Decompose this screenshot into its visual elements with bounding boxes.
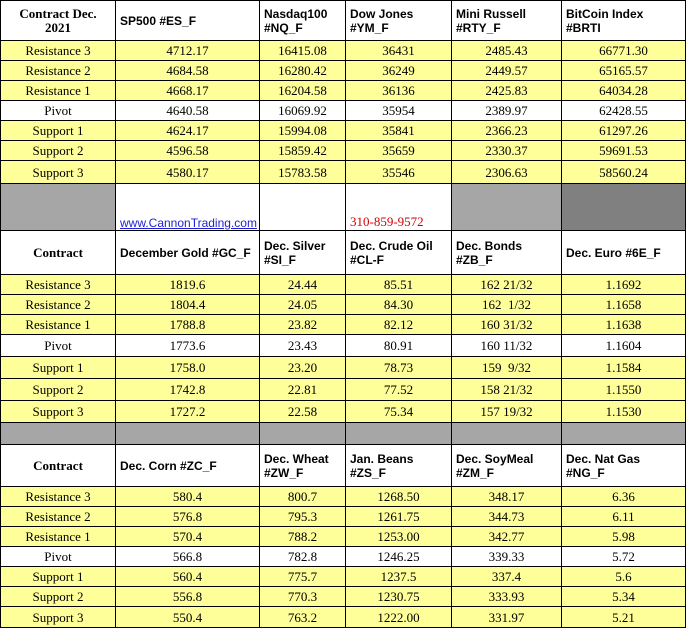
level-value: 1788.8 bbox=[116, 315, 260, 335]
level-value: 763.2 bbox=[260, 607, 346, 628]
level-value: 4684.58 bbox=[116, 61, 260, 81]
level-value: 2366.23 bbox=[452, 121, 562, 141]
instrument-header: SP500 #ES_F bbox=[116, 1, 260, 41]
header-row bbox=[1, 1, 686, 41]
level-value: 82.12 bbox=[346, 315, 452, 335]
level-label: Support 2 bbox=[1, 141, 116, 161]
level-value: 5.72 bbox=[562, 547, 686, 567]
level-value: 4712.17 bbox=[116, 41, 260, 61]
level-value: 1.1692 bbox=[562, 275, 686, 295]
level-value: 5.98 bbox=[562, 527, 686, 547]
level-value: 560.4 bbox=[116, 567, 260, 587]
level-row bbox=[1, 607, 686, 628]
level-row bbox=[1, 547, 686, 567]
level-value: 1804.4 bbox=[116, 295, 260, 315]
level-value: 16069.92 bbox=[260, 101, 346, 121]
level-value: 2330.37 bbox=[452, 141, 562, 161]
level-value: 158 21/32 bbox=[452, 379, 562, 401]
instrument-header: BitCoin Index #BRTI bbox=[562, 1, 686, 41]
level-row bbox=[1, 141, 686, 161]
level-value: 5.6 bbox=[562, 567, 686, 587]
level-value: 570.4 bbox=[116, 527, 260, 547]
level-value: 35841 bbox=[346, 121, 452, 141]
level-value: 770.3 bbox=[260, 587, 346, 607]
level-label: Pivot bbox=[1, 547, 116, 567]
level-value: 75.34 bbox=[346, 401, 452, 423]
level-value: 66771.30 bbox=[562, 41, 686, 61]
level-value: 58560.24 bbox=[562, 161, 686, 184]
level-label: Resistance 2 bbox=[1, 507, 116, 527]
level-row bbox=[1, 41, 686, 61]
level-value: 2449.57 bbox=[452, 61, 562, 81]
level-label: Resistance 1 bbox=[1, 527, 116, 547]
level-value: 6.36 bbox=[562, 487, 686, 507]
level-row bbox=[1, 101, 686, 121]
level-value: 1253.00 bbox=[346, 527, 452, 547]
level-value: 342.77 bbox=[452, 527, 562, 547]
level-value: 348.17 bbox=[452, 487, 562, 507]
level-value: 1.1658 bbox=[562, 295, 686, 315]
contract-header: Contract Dec. 2021 bbox=[1, 1, 116, 41]
level-label: Resistance 1 bbox=[1, 315, 116, 335]
instrument-header: Nasdaq100 #NQ_F bbox=[260, 1, 346, 41]
level-row bbox=[1, 81, 686, 101]
instrument-header: Dec. SoyMeal #ZM_F bbox=[452, 445, 562, 487]
level-value: 4580.17 bbox=[116, 161, 260, 184]
level-row bbox=[1, 335, 686, 357]
level-value: 22.81 bbox=[260, 379, 346, 401]
separator-cell bbox=[452, 423, 562, 445]
level-value: 4640.58 bbox=[116, 101, 260, 121]
level-row bbox=[1, 295, 686, 315]
level-value: 85.51 bbox=[346, 275, 452, 295]
level-value: 61297.26 bbox=[562, 121, 686, 141]
level-value: 1222.00 bbox=[346, 607, 452, 628]
level-row bbox=[1, 315, 686, 335]
level-value: 80.91 bbox=[346, 335, 452, 357]
level-value: 6.11 bbox=[562, 507, 686, 527]
level-value: 580.4 bbox=[116, 487, 260, 507]
level-value: 2306.63 bbox=[452, 161, 562, 184]
level-value: 5.21 bbox=[562, 607, 686, 628]
level-value: 36136 bbox=[346, 81, 452, 101]
separator-cell bbox=[452, 184, 562, 231]
contract-header: Contract bbox=[1, 445, 116, 487]
level-label: Resistance 1 bbox=[1, 81, 116, 101]
instrument-header: Dec. Wheat #ZW_F bbox=[260, 445, 346, 487]
level-label: Resistance 3 bbox=[1, 275, 116, 295]
level-label: Support 1 bbox=[1, 357, 116, 379]
level-row bbox=[1, 587, 686, 607]
header-row bbox=[1, 231, 686, 275]
level-value: 15994.08 bbox=[260, 121, 346, 141]
level-label: Support 3 bbox=[1, 607, 116, 628]
level-value: 337.4 bbox=[452, 567, 562, 587]
level-value: 331.97 bbox=[452, 607, 562, 628]
level-value: 1819.6 bbox=[116, 275, 260, 295]
level-value: 795.3 bbox=[260, 507, 346, 527]
level-label: Support 3 bbox=[1, 401, 116, 423]
level-value: 64034.28 bbox=[562, 81, 686, 101]
level-value: 65165.57 bbox=[562, 61, 686, 81]
separator-cell bbox=[260, 423, 346, 445]
level-value: 36431 bbox=[346, 41, 452, 61]
level-value: 35954 bbox=[346, 101, 452, 121]
level-value: 23.20 bbox=[260, 357, 346, 379]
level-value: 2425.83 bbox=[452, 81, 562, 101]
level-value: 1.1604 bbox=[562, 335, 686, 357]
level-value: 16204.58 bbox=[260, 81, 346, 101]
level-value: 550.4 bbox=[116, 607, 260, 628]
level-value: 566.8 bbox=[116, 547, 260, 567]
instrument-header: Dec. Corn #ZC_F bbox=[116, 445, 260, 487]
level-value: 576.8 bbox=[116, 507, 260, 527]
level-value: 160 11/32 bbox=[452, 335, 562, 357]
level-value: 788.2 bbox=[260, 527, 346, 547]
level-value: 800.7 bbox=[260, 487, 346, 507]
level-value: 556.8 bbox=[116, 587, 260, 607]
level-value: 35546 bbox=[346, 161, 452, 184]
level-value: 16415.08 bbox=[260, 41, 346, 61]
level-value: 4596.58 bbox=[116, 141, 260, 161]
separator-cell bbox=[562, 184, 686, 231]
level-value: 344.73 bbox=[452, 507, 562, 527]
level-value: 1773.6 bbox=[116, 335, 260, 357]
website-link[interactable]: www.CannonTrading.com bbox=[116, 184, 260, 231]
level-value: 22.58 bbox=[260, 401, 346, 423]
separator-cell bbox=[116, 423, 260, 445]
level-row bbox=[1, 379, 686, 401]
separator-cell bbox=[260, 184, 346, 231]
contract-header: Contract bbox=[1, 231, 116, 275]
level-label: Resistance 3 bbox=[1, 41, 116, 61]
level-label: Support 1 bbox=[1, 567, 116, 587]
separator-row bbox=[1, 423, 686, 445]
level-value: 1742.8 bbox=[116, 379, 260, 401]
level-value: 333.93 bbox=[452, 587, 562, 607]
level-value: 78.73 bbox=[346, 357, 452, 379]
separator-cell bbox=[562, 423, 686, 445]
level-row bbox=[1, 275, 686, 295]
level-value: 23.82 bbox=[260, 315, 346, 335]
separator-cell bbox=[346, 423, 452, 445]
level-value: 1237.5 bbox=[346, 567, 452, 587]
separator-cell bbox=[1, 423, 116, 445]
level-value: 1246.25 bbox=[346, 547, 452, 567]
level-value: 2485.43 bbox=[452, 41, 562, 61]
level-value: 1261.75 bbox=[346, 507, 452, 527]
level-value: 16280.42 bbox=[260, 61, 346, 81]
level-value: 159 9/32 bbox=[452, 357, 562, 379]
phone-number: 310-859-9572 bbox=[346, 184, 452, 231]
level-value: 775.7 bbox=[260, 567, 346, 587]
level-label: Resistance 2 bbox=[1, 61, 116, 81]
level-value: 15859.42 bbox=[260, 141, 346, 161]
level-value: 84.30 bbox=[346, 295, 452, 315]
level-row bbox=[1, 357, 686, 379]
instrument-header: Dec. Bonds #ZB_F bbox=[452, 231, 562, 275]
instrument-header: Mini Russell #RTY_F bbox=[452, 1, 562, 41]
level-value: 1268.50 bbox=[346, 487, 452, 507]
level-label: Pivot bbox=[1, 335, 116, 357]
instrument-header: Dec. Silver #SI_F bbox=[260, 231, 346, 275]
level-value: 1.1638 bbox=[562, 315, 686, 335]
level-value: 62428.55 bbox=[562, 101, 686, 121]
level-label: Resistance 3 bbox=[1, 487, 116, 507]
level-value: 2389.97 bbox=[452, 101, 562, 121]
level-value: 162 21/32 bbox=[452, 275, 562, 295]
level-value: 1.1530 bbox=[562, 401, 686, 423]
instrument-header: December Gold #GC_F bbox=[116, 231, 260, 275]
level-value: 35659 bbox=[346, 141, 452, 161]
level-value: 36249 bbox=[346, 61, 452, 81]
instrument-header: Dow Jones #YM_F bbox=[346, 1, 452, 41]
level-value: 1727.2 bbox=[116, 401, 260, 423]
level-value: 1.1584 bbox=[562, 357, 686, 379]
level-value: 77.52 bbox=[346, 379, 452, 401]
level-value: 4668.17 bbox=[116, 81, 260, 101]
level-row bbox=[1, 567, 686, 587]
level-value: 160 31/32 bbox=[452, 315, 562, 335]
level-row bbox=[1, 487, 686, 507]
separator-cell bbox=[1, 184, 116, 231]
level-value: 15783.58 bbox=[260, 161, 346, 184]
level-value: 5.34 bbox=[562, 587, 686, 607]
level-label: Support 2 bbox=[1, 587, 116, 607]
level-label: Support 2 bbox=[1, 379, 116, 401]
level-row bbox=[1, 61, 686, 81]
level-row bbox=[1, 401, 686, 423]
level-value: 339.33 bbox=[452, 547, 562, 567]
level-label: Support 1 bbox=[1, 121, 116, 141]
instrument-header: Dec. Nat Gas #NG_F bbox=[562, 445, 686, 487]
level-value: 59691.53 bbox=[562, 141, 686, 161]
level-label: Pivot bbox=[1, 101, 116, 121]
level-label: Support 3 bbox=[1, 161, 116, 184]
instrument-header: Dec. Crude Oil #CL-F bbox=[346, 231, 452, 275]
level-row bbox=[1, 527, 686, 547]
level-value: 23.43 bbox=[260, 335, 346, 357]
level-row bbox=[1, 507, 686, 527]
level-value: 157 19/32 bbox=[452, 401, 562, 423]
level-row bbox=[1, 161, 686, 184]
instrument-header: Dec. Euro #6E_F bbox=[562, 231, 686, 275]
level-value: 4624.17 bbox=[116, 121, 260, 141]
level-value: 782.8 bbox=[260, 547, 346, 567]
instrument-header: Jan. Beans #ZS_F bbox=[346, 445, 452, 487]
level-value: 24.44 bbox=[260, 275, 346, 295]
level-value: 162 1/32 bbox=[452, 295, 562, 315]
level-value: 24.05 bbox=[260, 295, 346, 315]
header-row bbox=[1, 445, 686, 487]
level-value: 1230.75 bbox=[346, 587, 452, 607]
level-label: Resistance 2 bbox=[1, 295, 116, 315]
level-row bbox=[1, 121, 686, 141]
level-value: 1758.0 bbox=[116, 357, 260, 379]
separator-row bbox=[1, 184, 686, 231]
level-value: 1.1550 bbox=[562, 379, 686, 401]
